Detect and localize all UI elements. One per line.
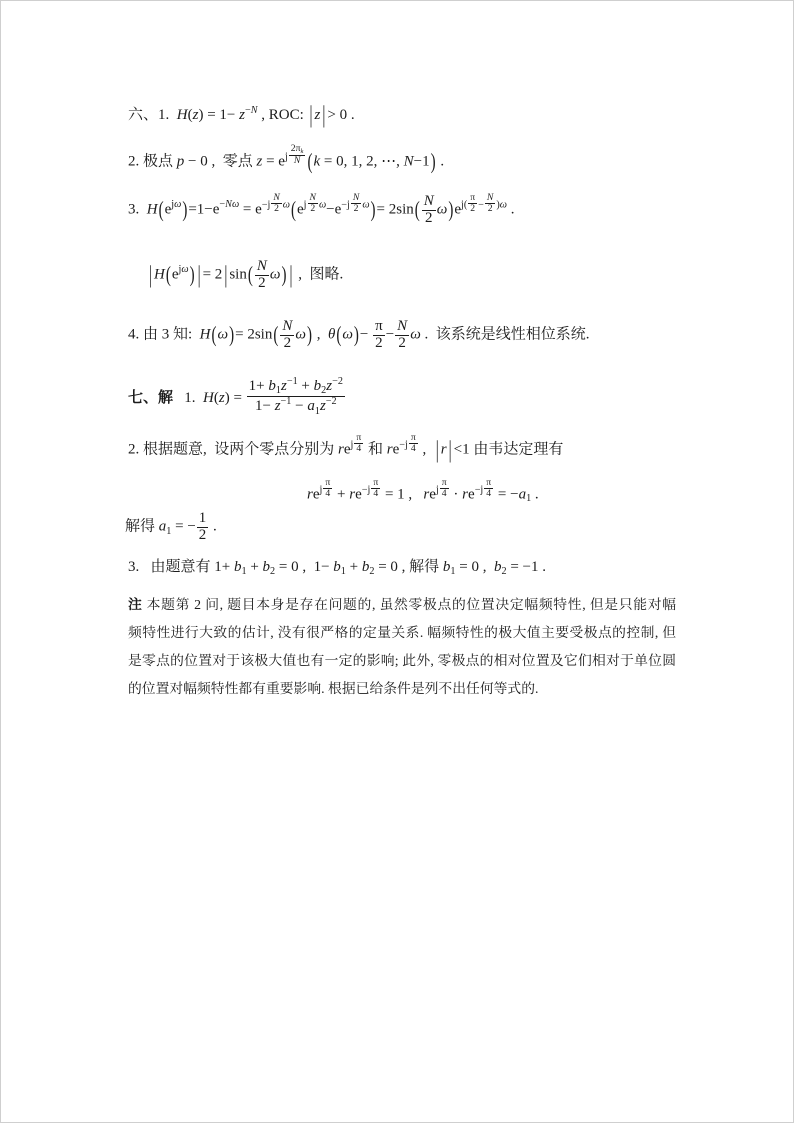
solution-7-line-1: 七、解 1. H(z) = $\frac{1+ b1z-1 + b2z-2}{1- z-1 - a1z-2}$ (128, 376, 343, 417)
note-paragraph-line-4: 的位置对幅频特性都有重要影响. 根据已给条件是列不出任何等式的. (128, 681, 539, 696)
note-paragraph-line-1: 注 本题第 2 问, 题目本身是存在问题的, 虽然零极点的位置决定幅频特性, 但是只能对幅 (128, 597, 676, 612)
solution-7-a1-result: 解得 a1 = − $\frac{1}{2}$ . (125, 510, 217, 543)
solution-6-line-3: 3. H(ejω)=1−e−Nω = e−j $\frac{N}{2}$ ω(ej $\frac{N}{2}$ ω−e−j $\frac{N}{2}$ ω)= 2sin( $\frac{N}{2}$ ω)ej( $\frac{\pi}{2}$ − $\frac{N}{2}$ )ω . (128, 192, 515, 226)
solution-6-line-4: 4. 由 3 知: H(ω)= 2sin( $\frac{N}{2}$ ω) , θ(ω)− $\frac{\pi}{2}$ − $\frac{N}{2}$ ω . 该系统是线性相位系统. (128, 318, 590, 351)
solution-7-centered-eq: rej $\frac{\pi}{4}$ + re−j $\frac{\pi}{4}$ = 1 , rej $\frac{\pi}{4}$ · re−j $\frac{\pi}{4}$ = −a1 . (307, 477, 539, 505)
solution-7-line-3: 3. 由题意有 1+ b1 + b2 = 0 , 1− b1 + b2 = 0 , 解得 b1 = 0 , b2 = −1 . (128, 559, 546, 578)
solution-6-line-1: 六、1. H(z) = 1− z−N , ROC: | z | > 0 . (128, 102, 355, 130)
solution-7-line-2: 2. 根据题意, 设两个零点分别为 rej $\frac{\pi}{4}$ 和 re−j $\frac{\pi}{4}$ , | r | <1 由韦达定理有 (128, 432, 564, 464)
solution-6-line-2: 2. 极点 p − 0 , 零点 z = ej $\frac{2\pi k}{N}$ (k = 0, 1, 2, ⋯, N−1) . (128, 143, 445, 175)
solution-6-magnitude-eq: | H(ejω) | = 2 | sin( $\frac{N}{2}$ ω) | , 图略. (149, 258, 344, 291)
note-paragraph-line-2: 频特性进行大致的估计, 没有很严格的定量关系. 幅频特性的极大值主要受极点的控制, 但 (128, 625, 676, 640)
note-paragraph-line-3: 是零点的位置对于该极大值也有一定的影响; 此外, 零极点的相对位置及它们相对于单位圆 (128, 653, 676, 668)
